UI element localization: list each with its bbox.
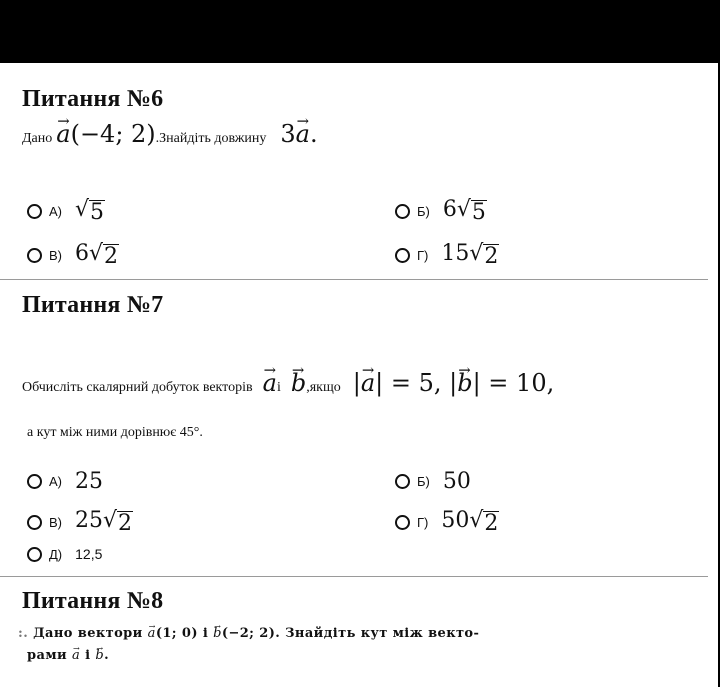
top-black-bar: [0, 0, 720, 63]
question-7-title: Питання №7: [22, 292, 164, 318]
question-6-title: Питання №6: [22, 86, 164, 112]
radio-button[interactable]: [395, 248, 410, 263]
radio-button[interactable]: [27, 204, 42, 219]
question-7-angle-text: а кут між ними дорівнює 45°.: [27, 425, 203, 440]
radio-button[interactable]: [27, 474, 42, 489]
divider: [0, 576, 708, 577]
question-6-text: Дано → a(−4; 2).Знайдіть довжину 3→ a.: [22, 120, 318, 148]
question-8-text-line-1: :. Дано вектори → a(1; 0) і → b(−2; 2). Знайдіть кут між векто-: [18, 626, 479, 641]
radio-button[interactable]: [395, 474, 410, 489]
q6-option-a[interactable]: А) √ 5: [27, 198, 105, 224]
q6-option-g[interactable]: Г) 15 √ 2: [395, 242, 499, 268]
q7-option-b[interactable]: Б) 50: [395, 468, 471, 494]
q6-option-b[interactable]: Б) 6 √ 5: [395, 198, 487, 224]
divider: [0, 279, 708, 280]
q7-option-v[interactable]: В) 25 √ 2: [27, 509, 133, 535]
question-8-text-line-2: рами → a і → b.: [27, 648, 109, 663]
q7-option-a[interactable]: А) 25: [27, 468, 103, 494]
radio-button[interactable]: [27, 515, 42, 530]
radio-button[interactable]: [27, 248, 42, 263]
q7-option-d[interactable]: Д) 12,5: [27, 541, 102, 567]
q7-option-g[interactable]: Г) 50 √ 2: [395, 509, 499, 535]
q6-option-v[interactable]: В) 6 √ 2: [27, 242, 119, 268]
radio-button[interactable]: [27, 547, 42, 562]
radio-button[interactable]: [395, 204, 410, 219]
question-8-title: Питання №8: [22, 588, 164, 614]
radio-button[interactable]: [395, 515, 410, 530]
question-7-text: Обчисліть скалярний добуток векторів → aі → b,якщо |→ a| = 5, |→ b| = 10,: [22, 369, 554, 397]
